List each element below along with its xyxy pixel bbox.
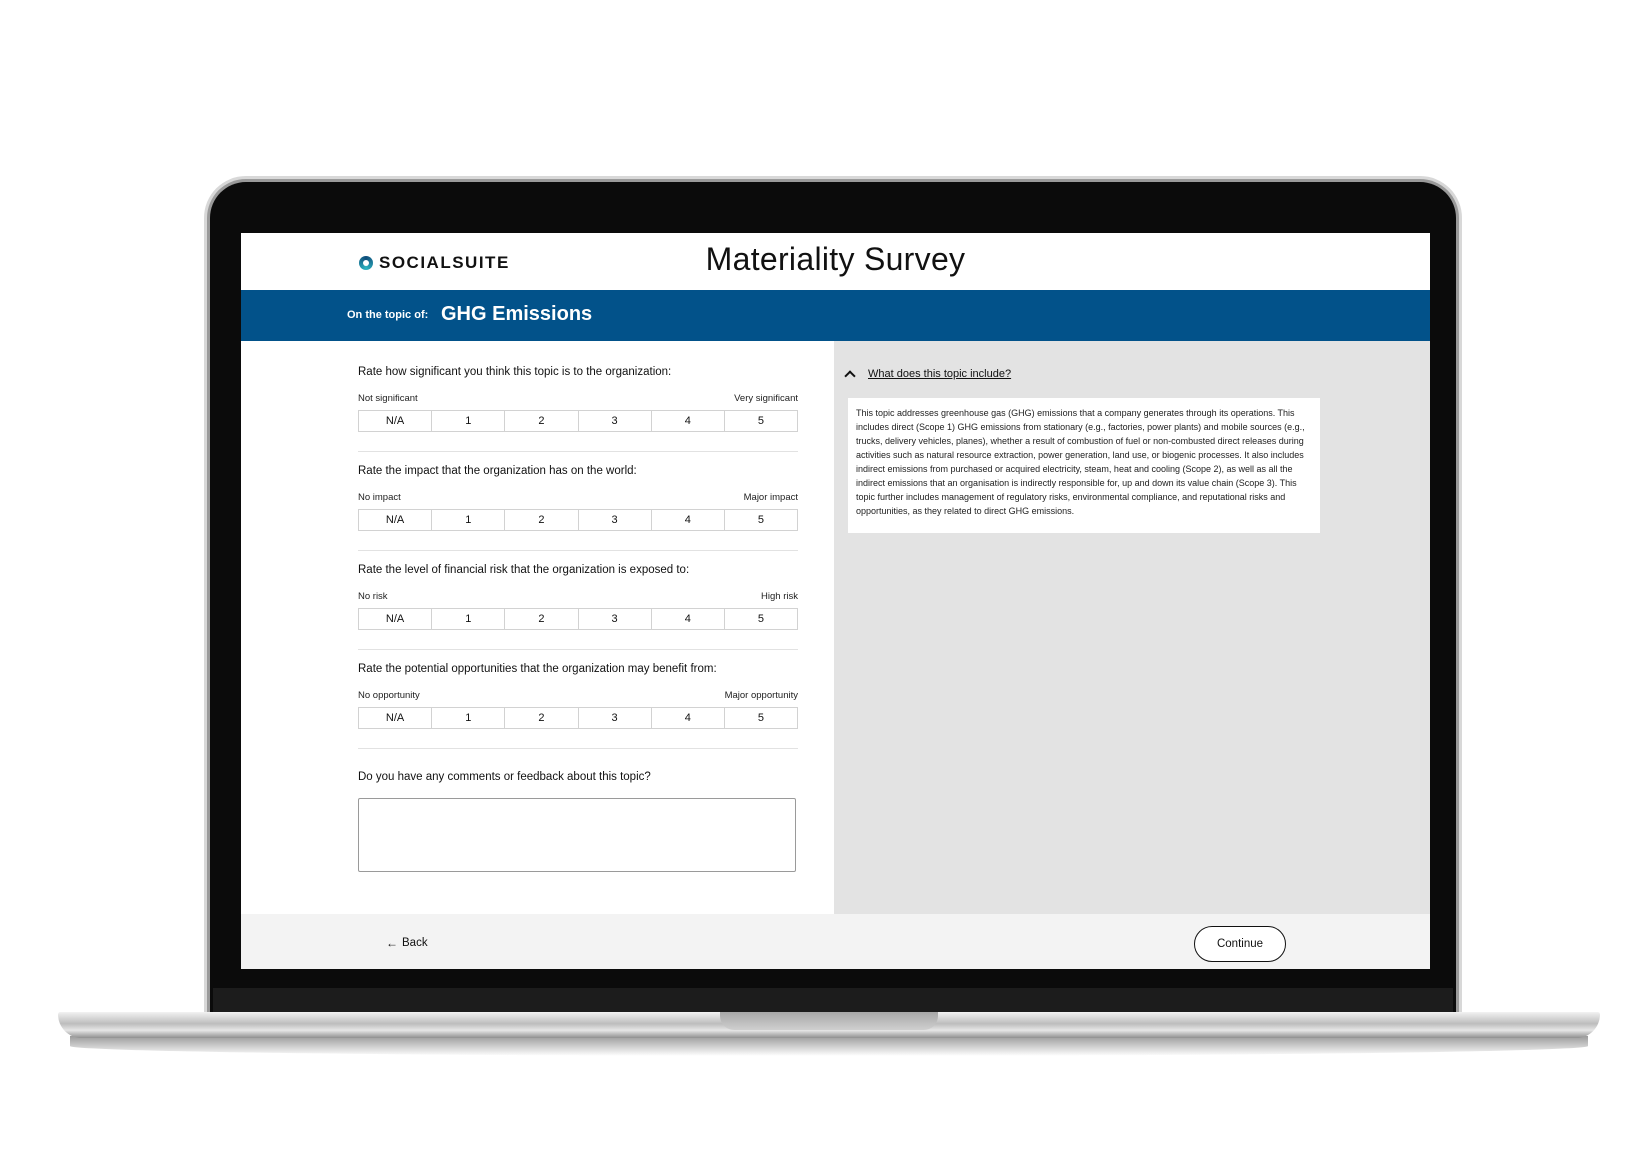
rating-option-na[interactable]: N/A	[359, 708, 432, 728]
rating-scale	[358, 410, 798, 432]
topic-bar	[241, 290, 1430, 341]
scale-high-label: Major impact	[743, 492, 798, 503]
scale-end-labels	[358, 492, 798, 503]
rating-option-4[interactable]: 4	[652, 510, 725, 530]
rating-option-5[interactable]: 5	[725, 510, 797, 530]
scale-high-label: Very significant	[734, 393, 798, 404]
rating-option-na[interactable]: N/A	[359, 609, 432, 629]
arrow-left-icon: ←	[386, 936, 398, 950]
comments-textarea[interactable]	[358, 798, 796, 872]
rating-option-5[interactable]: 5	[725, 411, 797, 431]
rating-option-2[interactable]: 2	[505, 510, 578, 530]
rating-option-4[interactable]: 4	[652, 609, 725, 629]
survey-screen	[241, 233, 1430, 969]
scale-end-labels	[358, 393, 798, 404]
rating-option-2[interactable]: 2	[505, 708, 578, 728]
question-financial-risk	[358, 564, 798, 630]
chevron-up-icon	[844, 370, 855, 381]
topic-info-toggle[interactable]	[846, 368, 1011, 380]
rating-scale	[358, 608, 798, 630]
rating-option-2[interactable]: 2	[505, 609, 578, 629]
laptop-shadow	[70, 1036, 1588, 1056]
rating-option-na[interactable]: N/A	[359, 411, 432, 431]
back-button[interactable]	[386, 936, 428, 950]
divider	[358, 649, 798, 650]
topic-prefix: On the topic of:	[347, 309, 429, 321]
divider	[358, 451, 798, 452]
question-text: Rate how significant you think this topic is to the organization:	[358, 366, 672, 378]
scale-high-label: Major opportunity	[724, 690, 798, 701]
rating-option-5[interactable]: 5	[725, 609, 797, 629]
rating-option-2[interactable]: 2	[505, 411, 578, 431]
rating-scale	[358, 707, 798, 729]
logo-icon	[359, 256, 373, 270]
topic-info-toggle-label[interactable]: What does this topic include?	[868, 368, 1012, 380]
topic-info-panel	[834, 341, 1430, 914]
topic-name: GHG Emissions	[441, 303, 593, 325]
rating-option-3[interactable]: 3	[579, 510, 652, 530]
rating-option-4[interactable]: 4	[652, 411, 725, 431]
scale-end-labels	[358, 591, 798, 602]
question-significance	[358, 366, 798, 432]
rating-option-3[interactable]: 3	[579, 609, 652, 629]
questions-panel	[241, 341, 834, 914]
laptop-notch	[720, 1012, 938, 1030]
question-text: Rate the level of financial risk that the organization is exposed to:	[358, 564, 690, 576]
survey-header	[241, 233, 1430, 290]
rating-option-3[interactable]: 3	[579, 411, 652, 431]
rating-option-1[interactable]: 1	[432, 411, 505, 431]
question-text: Rate the impact that the organization has on the world:	[358, 465, 637, 477]
divider	[358, 748, 798, 749]
question-text: Rate the potential opportunities that the organization may benefit from:	[358, 663, 717, 675]
rating-option-1[interactable]: 1	[432, 609, 505, 629]
logo-text: SOCIALSUITE	[379, 253, 510, 272]
logo	[359, 253, 510, 273]
topic-description: This topic addresses greenhouse gas (GHG) emissions that a company generates through its operations. This includes direct (Scope 1) GHG emissions from stationary (e.g., factories, power plants) and mobile sources (e.g., trucks, delivery vehicles, planes), whether a result of combustion of fuel or non-combusted direct releases during activities such as natural resource extraction, power generation, land use, or biogenic processes. It also includes indirect emissions from purchased or acquired electricity, steam, heat and cooling (Scope 2), as well as all the indirect emissions that an organisation is indirectly responsible for, up and down its value chain (Scope 3). This topic further includes management of regulatory risks, environmental compliance, and reputational risks and opportunities, as they related to direct GHG emissions.	[848, 398, 1320, 533]
survey-footer	[241, 914, 1430, 969]
rating-scale	[358, 509, 798, 531]
continue-button[interactable]: Continue	[1194, 926, 1286, 962]
rating-option-1[interactable]: 1	[432, 708, 505, 728]
divider	[358, 550, 798, 551]
rating-option-4[interactable]: 4	[652, 708, 725, 728]
question-impact	[358, 465, 798, 531]
rating-option-5[interactable]: 5	[725, 708, 797, 728]
scale-high-label: High risk	[761, 591, 798, 602]
laptop-bezel-bottom	[213, 988, 1453, 1012]
scale-end-labels	[358, 690, 798, 701]
rating-option-3[interactable]: 3	[579, 708, 652, 728]
rating-option-na[interactable]: N/A	[359, 510, 432, 530]
comments-label: Do you have any comments or feedback about this topic?	[358, 771, 651, 783]
scale-low-label: No risk	[358, 591, 388, 602]
rating-option-1[interactable]: 1	[432, 510, 505, 530]
question-opportunities	[358, 663, 798, 729]
scale-low-label: No impact	[358, 492, 401, 503]
scale-low-label: Not significant	[358, 393, 418, 404]
back-label: Back	[402, 937, 428, 949]
scale-low-label: No opportunity	[358, 690, 420, 701]
page-title: Materiality Survey	[705, 241, 966, 277]
